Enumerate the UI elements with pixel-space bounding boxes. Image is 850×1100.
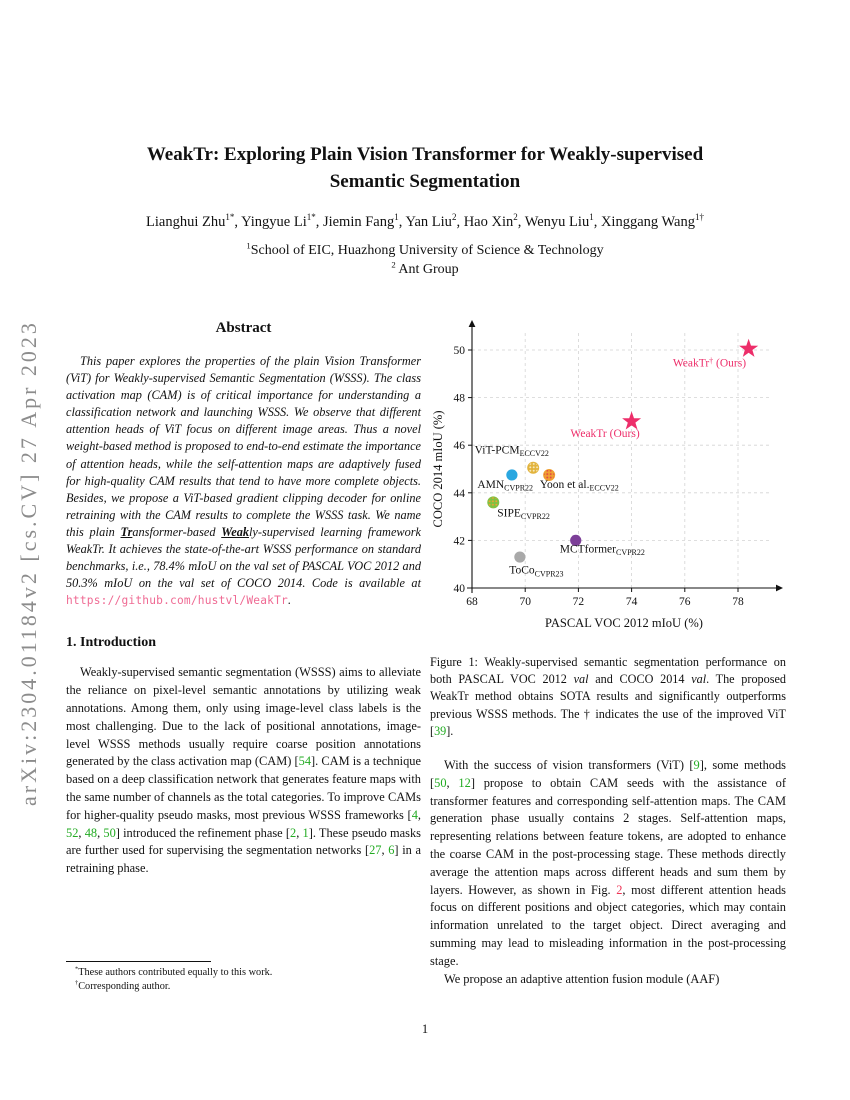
svg-text:42: 42 <box>453 535 465 548</box>
svg-text:AMNCVPR22: $AMN_{CVPR22}$ <box>477 479 534 493</box>
right-column <box>430 316 786 988</box>
svg-text:ToCoCVPR23: ToCo$_{CVPR23}$ <box>509 564 564 579</box>
body-paragraph-2 <box>430 971 786 989</box>
text-segment: This paper explores the properties of the plain Vision Transformer (ViT) for Weakly-supervised Semantic Segmentation (WSSS). The class activation map (CAM) is of critical importance for understanding a classification network and launching WSSS. We observe that different attention heads of ViT focus on different image areas. Thus a novel weight-based method is proposed to end-to-end estimate the importance of attention heads, while the self-attention maps are adaptively fused for high-quality CAM results that tend to have more complete objects. Besides, we propose a ViT-based gradient clipping decoder for online retraining with the CAM results to complete the WSSS task. We name this plain <box>66 354 421 539</box>
citation-ref: 4 <box>411 807 418 822</box>
text-segment: 1* <box>306 212 316 223</box>
abstract-text <box>66 353 421 609</box>
text-segment: ] propose to obtain CAM seeds with the assistance of transformer features and corresponding self-attention maps. The CAM generation phase usually contains 2 stages. Self-attention maps, representing relations between feature tokens, are adopted to enhance the coarse CAM in the post-processing stage. These methods directly average the attention maps across different heads and sum them by layers. However, as shown in Fig. <box>430 775 786 897</box>
text-segment: , <box>417 807 421 822</box>
text-segment: † <box>75 979 79 987</box>
text-segment: Weakly-supervised semantic segmentation (WSSS) aims to alleviate the reliance on pixel-level semantic annotations by utilizing weak annotations. Among them, only using image-level class labels is the most challenging. Due to the lack of positional annotations, image-level WSSS methods usually require coarse position annotations generated by the class activation map (CAM) [ <box>66 665 421 769</box>
citation-ref: 12 <box>458 775 471 790</box>
paper-title-line-2: Semantic Segmentation <box>329 170 521 192</box>
citation-ref: 52 <box>66 825 79 840</box>
text-segment: 1† <box>694 212 704 223</box>
paper-title <box>0 142 850 195</box>
text-segment: , <box>78 825 85 840</box>
introduction-paragraph <box>66 664 421 878</box>
text-segment: ]. These pseudo masks are further used for supervising the segmentation networks [ <box>66 825 421 858</box>
body-paragraph-1 <box>430 757 786 971</box>
text-segment: val <box>691 672 707 687</box>
svg-text:44: 44 <box>453 487 465 500</box>
code-link[interactable]: https://github.com/hustvl/WeakTr <box>66 594 288 608</box>
svg-text:40: 40 <box>453 583 465 595</box>
footnote-rule <box>66 961 211 962</box>
text-segment: val <box>573 672 589 687</box>
text-segment: 2 <box>391 259 396 270</box>
footnote-equal-contribution <box>66 966 421 980</box>
svg-text:COCO 2014 mIoU (%): COCO 2014 mIoU (%) <box>431 410 445 528</box>
citation-ref: 50 <box>103 825 116 840</box>
text-segment: Tr <box>120 524 133 539</box>
text-segment: 1 <box>394 212 399 223</box>
text-segment: We propose an adaptive attention fusion module (AAF) <box>444 971 720 986</box>
paper-title-line-1: WeakTr: Exploring Plain Vision Transformer for Weakly-supervised <box>146 144 704 165</box>
section-heading-introduction: 1. Introduction <box>66 635 156 651</box>
affiliation-2 <box>0 259 850 278</box>
text-segment: , Yan Liu <box>398 214 452 230</box>
text-segment: ]. <box>446 723 454 738</box>
text-segment: * <box>75 965 79 973</box>
citation-ref: 50 <box>434 775 447 790</box>
text-segment: , <box>381 843 389 858</box>
text-segment: , <box>296 825 303 840</box>
text-segment: ] in a retraining phase. <box>66 843 421 876</box>
text-segment: 2 <box>451 212 457 223</box>
text-segment: . <box>287 593 292 608</box>
text-segment: Figure 1: Weakly-supervised semantic segmentation performance on both PASCAL VOC 2012 <box>430 655 786 687</box>
svg-text:74: 74 <box>625 596 638 608</box>
svg-text:SIPECVPR22: $SIPE_{CVPR22}$ <box>497 507 550 522</box>
footnote-block <box>66 961 421 994</box>
citation-ref: 27 <box>369 843 382 858</box>
left-column <box>66 314 421 878</box>
footnote-corresponding-author <box>66 980 421 994</box>
svg-text:48: 48 <box>453 392 465 405</box>
text-segment: With the success of vision transformers (ViT) [ <box>444 758 694 773</box>
svg-text:MCTformerCVPR22: MCTformer$_{CVPR22}$ <box>559 543 645 557</box>
text-segment: ] introduced the refinement phase [ <box>115 825 291 840</box>
svg-text:WeakTr (Ours): WeakTr (Ours) <box>570 427 640 440</box>
text-segment: Corresponding author. <box>78 981 171 992</box>
arxiv-watermark: arXiv:2304.01184v2 [cs.CV] 27 Apr 2023 <box>16 320 41 806</box>
citation-ref: 54 <box>298 754 312 769</box>
svg-text:72: 72 <box>572 596 585 608</box>
figure1-scatter-chart <box>430 316 786 646</box>
text-segment: School of EIC, Huazhong University of Science & Technology <box>250 243 604 258</box>
text-segment: . The proposed WeakTr method obtains SOTA results and significantly outperforms previous WSSS methods. The † indicates the use of the improved ViT [ <box>430 672 786 738</box>
text-segment: ]. CAM is a technique based on a deep classification network that generates feature maps with the same number of channels as the total categories. To improve CAMs for higher-quality pseudo masks, most previous WSSS frameworks [ <box>66 754 421 822</box>
text-segment: 1 <box>589 212 594 223</box>
svg-text:Yoon et al.ECCV22: Yoon et $al._{ECCV22}$ <box>539 479 619 493</box>
citation-ref: 39 <box>434 723 447 738</box>
svg-text:WeakTr† (Ours): WeakTr† (Ours) <box>672 356 747 370</box>
citation-ref: 1 <box>302 825 309 840</box>
text-segment: , Yingyue Li <box>234 214 307 230</box>
citation-ref: 48 <box>84 825 98 840</box>
authors-line <box>0 214 850 231</box>
text-segment: Weak <box>221 524 249 539</box>
text-segment: 2 <box>513 212 518 223</box>
svg-text:PASCAL VOC 2012 mIoU (%): PASCAL VOC 2012 mIoU (%) <box>545 616 703 630</box>
text-segment: and COCO 2014 <box>588 672 692 687</box>
svg-text:70: 70 <box>519 596 531 608</box>
citation-ref: 9 <box>693 758 700 773</box>
figure1-caption <box>430 654 786 740</box>
text-segment: , Xinggang Wang <box>593 214 695 230</box>
text-segment: , Jiemin Fang <box>315 214 395 230</box>
text-segment: , Hao Xin <box>456 214 514 230</box>
svg-text:78: 78 <box>732 596 744 608</box>
citation-ref: 6 <box>388 843 395 858</box>
text-segment: ansformer-based <box>132 524 222 539</box>
text-segment: 1* <box>225 212 235 223</box>
text-segment: Ant Group <box>395 262 459 277</box>
text-segment: , <box>97 825 104 840</box>
text-segment: , most different attention heads focus on different positions and object categories, which may contain information unrelated to the target object. Direct averaging and summing may lead to misleading information in the post-processing stage. <box>430 882 786 968</box>
abstract-heading: Abstract <box>215 320 272 336</box>
text-segment: , Wenyu Liu <box>517 214 590 230</box>
figure-ref: 2 <box>616 882 623 897</box>
text-segment: 1 <box>246 240 251 251</box>
svg-text:46: 46 <box>453 440 465 453</box>
citation-ref: 2 <box>290 825 297 840</box>
svg-text:50: 50 <box>453 345 465 357</box>
affiliation-1 <box>0 240 850 259</box>
svg-text:68: 68 <box>466 596 478 608</box>
svg-text:76: 76 <box>679 596 691 608</box>
text-segment: ], some methods [ <box>430 758 786 790</box>
svg-text:ViT-PCMECCV22: ViT-$PCM_{ECCV22}$ <box>474 444 549 459</box>
text-segment: ly-supervised learning framework WeakTr. It achieves the state-of-the-art WSSS performance on standard benchmarks, i.e., 78.4% mIoU on the val set of PASCAL VOC 2012 and 50.3% mIoU on the val set of COCO 2014. Code is available at <box>66 524 421 591</box>
page-number: 1 <box>421 1022 429 1036</box>
text-segment: Lianghui Zhu <box>146 214 226 230</box>
text-segment: These authors contributed equally to this work. <box>78 967 273 978</box>
text-segment: , <box>446 775 459 790</box>
